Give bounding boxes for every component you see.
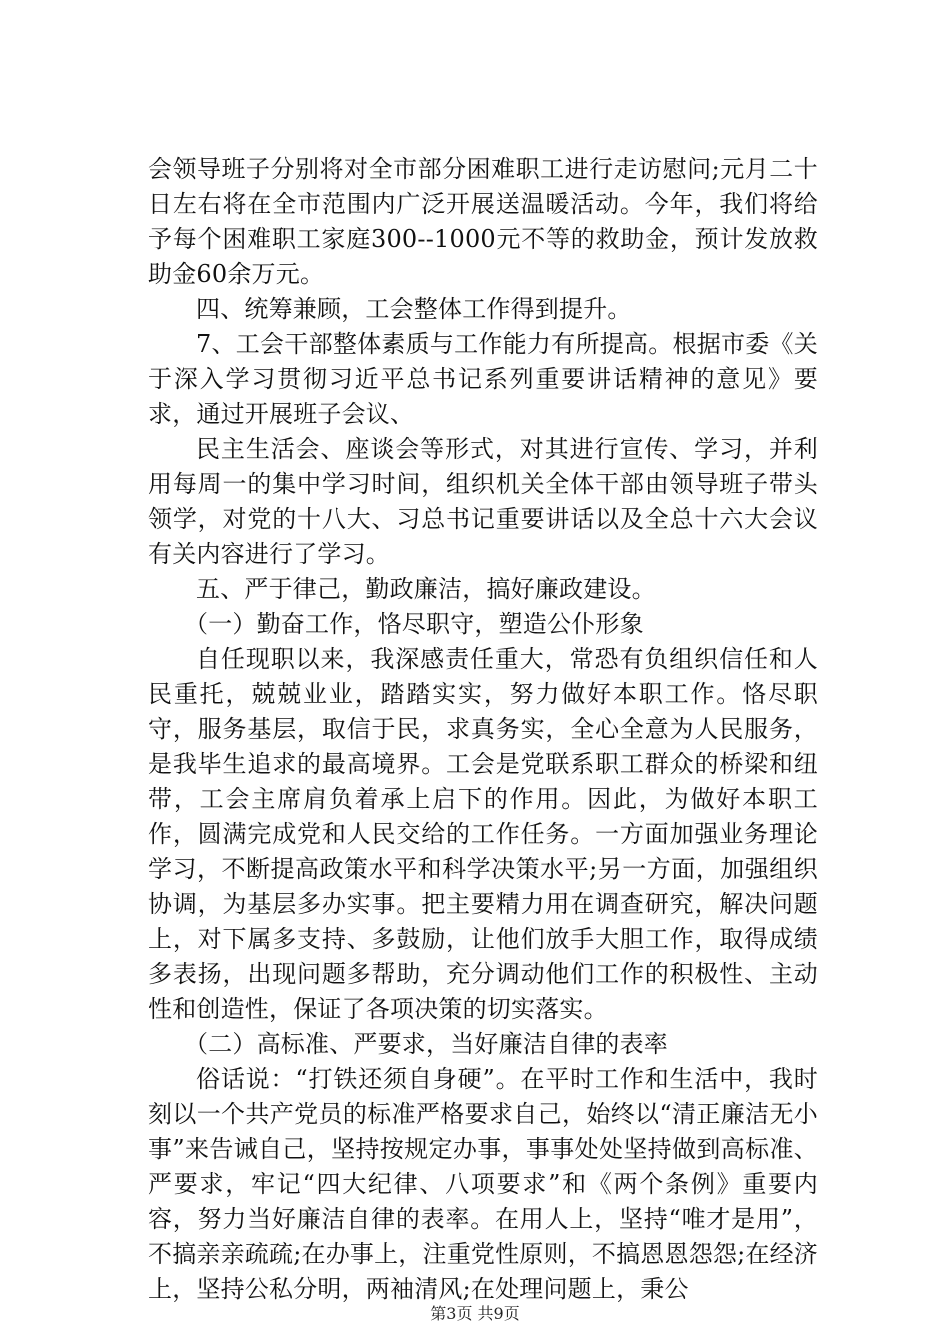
section-heading-5: 五、严于律己，勤政廉洁，搞好廉政建设。 <box>196 575 656 603</box>
paragraph-1: 会领导班子分别将对全市部分困难职工进行走访慰问;元月二十日左右将在全市范围内广泛开展送温暖活动。今年，我们将给予每个困难职工家庭300--1000元不等的救助金，预计发放救助金60余万元。 <box>148 155 818 288</box>
paragraph-item-7: 7、工会干部整体素质与工作能力有所提高。根据市委《关于深入学习贯彻习近平总书记系列重要讲话精神的意见》要求，通过开展班子会议、 <box>148 330 818 428</box>
paragraph-self-discipline: 俗话说：“打铁还须自身硬”。在平时工作和生活中，我时刻以一个共产党员的标准严格要求自己，始终以“清正廉洁无小事”来告诫自己，坚持按规定办事，事事处处坚持做到高标准、严要求，牢记“四大纪律、八项要求”和《两个条例》重要内容，努力当好廉洁自律的表率。在用人上，坚持“唯才是用”，不搞亲亲疏疏;在办事上，注重党性原则，不搞恩恩怨怨;在经济上，坚持公私分明，两袖清风;在处理问题上，秉公 <box>148 1065 818 1303</box>
subsection-heading-2: （二）高标准、严要求，当好廉洁自律的表率 <box>184 1030 668 1058</box>
paragraph-democratic-life: 民主生活会、座谈会等形式，对其进行宣传、学习，并利用每周一的集中学习时间，组织机关全体干部由领导班子带头领学，对党的十八大、习总书记重要讲话以及全总十六大会议有关内容进行了学习。 <box>148 435 818 568</box>
page-footer: 第3页 共9页 <box>430 1304 520 1323</box>
section-heading-4: 四、统筹兼顾，工会整体工作得到提升。 <box>196 295 632 323</box>
paragraph-diligent-work: 自任现职以来，我深感责任重大，常恐有负组织信任和人民重托，兢兢业业，踏踏实实，努力做好本职工作。恪尽职守，服务基层，取信于民，求真务实，全心全意为人民服务，是我毕生追求的最高境界。工会是党联系职工群众的桥梁和纽带，工会主席肩负着承上启下的作用。因此，为做好本职工作，圆满完成党和人民交给的工作任务。一方面加强业务理论学习，不断提高政策水平和科学决策水平;另一方面，加强组织协调，为基层多办实事。把主要精力用在调查研究，解决问题上，对下属多支持、多鼓励，让他们放手大胆工作，取得成绩多表扬，出现问题多帮助，充分调动他们工作的积极性、主动性和创造性，保证了各项决策的切实落实。 <box>148 645 818 1023</box>
subsection-heading-1: （一）勤奋工作，恪尽职守，塑造公仆形象 <box>184 610 644 638</box>
document-body <box>148 152 818 1307</box>
